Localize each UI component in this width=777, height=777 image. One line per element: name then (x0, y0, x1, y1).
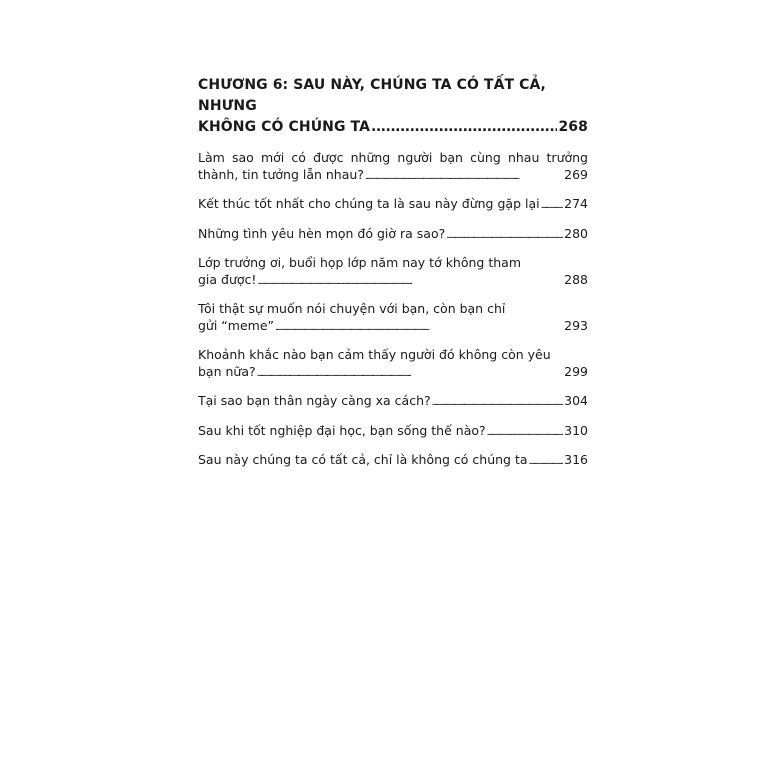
toc-entry (198, 452, 588, 471)
toc-entry (198, 347, 588, 382)
toc-entry-line1: Lớp trưởng ơi, buổi họp lớp năm nay tớ không tham (198, 255, 521, 270)
dot-leader (541, 198, 564, 215)
toc-entry-line1: Tôi thật sự muốn nói chuyện với bạn, còn bạn chỉ (198, 301, 506, 316)
dot-leader (446, 228, 563, 245)
toc-entry-line2-row (198, 364, 588, 383)
dot-leader (275, 320, 563, 337)
toc-entry-line1: Khoảnh khắc nào bạn cảm thấy người đó không còn yêu (198, 347, 551, 362)
toc-entry-line2-row (198, 226, 588, 245)
toc-entry-page-number: 269 (564, 166, 588, 182)
toc-entry-page-number: 304 (564, 393, 588, 408)
dot-leader (529, 454, 564, 471)
dot-leader (257, 274, 563, 291)
chapter-title-line2: KHÔNG CÓ CHÚNG TA (198, 119, 371, 135)
chapter-title-line1: CHƯƠNG 6: SAU NÀY, CHÚNG TA CÓ TẤT CẢ, NHƯNG (198, 77, 546, 114)
dot-leader (487, 425, 564, 442)
dot-leader (365, 169, 563, 186)
toc-entry-title: Kết thúc tốt nhất cho chúng ta là sau này đừng gặp lại (198, 196, 540, 211)
toc-entry-line2-row (198, 452, 588, 471)
toc-entry-line2-row (198, 272, 588, 291)
toc-entry-line2: gia được! (198, 271, 257, 287)
toc-entry-line2: bạn nữa? (198, 363, 256, 379)
toc-entry-page-number: 316 (564, 452, 588, 467)
toc-entry-line1: Làm sao mới có được những người bạn cùng nhau trưởng (198, 150, 588, 165)
toc-entry (198, 226, 588, 245)
toc-entry-title: Sau này chúng ta có tất cả, chỉ là không có chúng ta (198, 452, 528, 467)
toc-entry-line2-row (198, 167, 588, 186)
toc-entry (198, 423, 588, 442)
toc-entry-title: Tại sao bạn thân ngày càng xa cách? (198, 393, 431, 408)
toc-entry-page-number: 299 (564, 363, 588, 379)
table-of-contents (198, 75, 588, 482)
dot-leader (371, 117, 557, 138)
toc-entry-line2-row (198, 393, 588, 412)
chapter-heading (198, 75, 588, 138)
toc-entry (198, 196, 588, 215)
chapter-page-number: 268 (558, 119, 588, 135)
toc-entry (198, 150, 588, 185)
dot-leader (257, 366, 564, 383)
toc-entry-title: Những tình yêu hèn mọn đó giờ ra sao? (198, 225, 446, 241)
toc-entry-page-number: 274 (564, 196, 588, 211)
toc-entry-line2: gửi “meme” (198, 317, 274, 333)
toc-entry-line2-row (198, 318, 588, 337)
chapter-title-line2-row (198, 117, 588, 138)
toc-entry-line2: thành, tin tưởng lẫn nhau? (198, 166, 364, 182)
toc-entry-page-number: 288 (564, 271, 588, 287)
toc-entry (198, 301, 588, 336)
toc-entry-line2-row (198, 196, 588, 215)
toc-entry-line2-row (198, 423, 588, 442)
toc-entry-page-number: 310 (564, 422, 588, 438)
toc-entry (198, 255, 588, 290)
dot-leader (432, 395, 563, 412)
toc-entry-page-number: 293 (564, 317, 588, 333)
toc-entry-page-number: 280 (564, 225, 588, 241)
toc-entry-title: Sau khi tốt nghiệp đại học, bạn sống thế nào? (198, 422, 486, 438)
toc-entry (198, 393, 588, 412)
